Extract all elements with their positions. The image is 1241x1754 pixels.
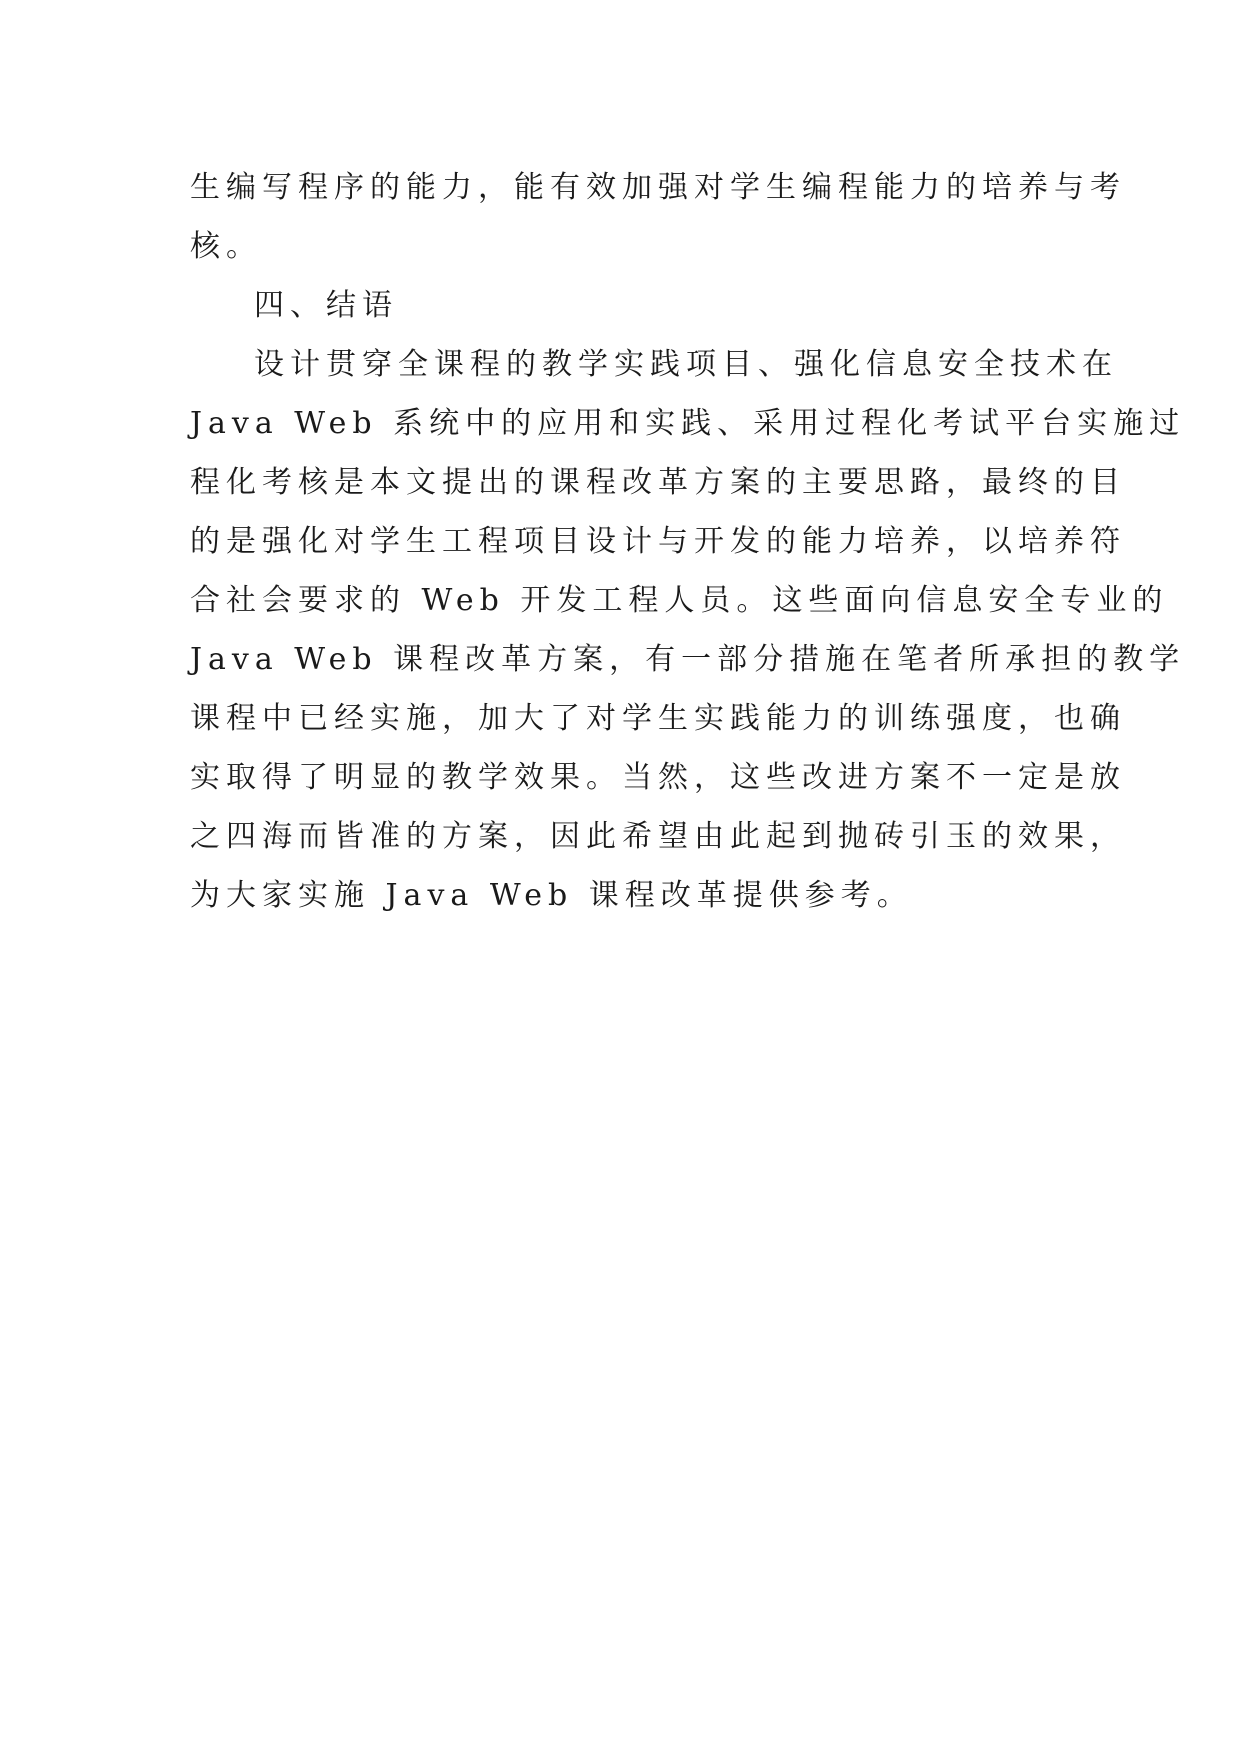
conclusion-paragraph bbox=[190, 335, 1186, 925]
paragraph-line: Java Web 课程改革方案，有一部分措施在笔者所承担的教学 bbox=[190, 642, 1186, 677]
paragraph-line: 为大家实施 Java Web 课程改革提供参考。 bbox=[190, 878, 913, 913]
paragraph-line: 的是强化对学生工程项目设计与开发的能力培养，以培养符 bbox=[190, 524, 1126, 559]
paragraph-line: 设计贯穿全课程的教学实践项目、强化信息安全技术在 bbox=[254, 347, 1118, 382]
continuation-paragraph bbox=[190, 158, 1126, 276]
paragraph-line: Java Web 系统中的应用和实践、采用过程化考试平台实施过 bbox=[190, 406, 1186, 441]
section-heading-block bbox=[190, 276, 1060, 335]
paragraph-line: 合社会要求的 Web 开发工程人员。这些面向信息安全专业的 bbox=[190, 583, 1169, 618]
paragraph-line: 核。 bbox=[190, 229, 262, 264]
paragraph-line: 生编写程序的能力，能有效加强对学生编程能力的培养与考 bbox=[190, 170, 1126, 205]
paragraph-line: 实取得了明显的教学效果。当然，这些改进方案不一定是放 bbox=[190, 760, 1126, 795]
section-heading: 四、结语 bbox=[254, 288, 398, 323]
paragraph-line: 之四海而皆准的方案，因此希望由此起到抛砖引玉的效果， bbox=[190, 819, 1126, 854]
paragraph-line: 课程中已经实施，加大了对学生实践能力的训练强度，也确 bbox=[190, 701, 1126, 736]
paragraph-line: 程化考核是本文提出的课程改革方案的主要思路，最终的目 bbox=[190, 465, 1126, 500]
